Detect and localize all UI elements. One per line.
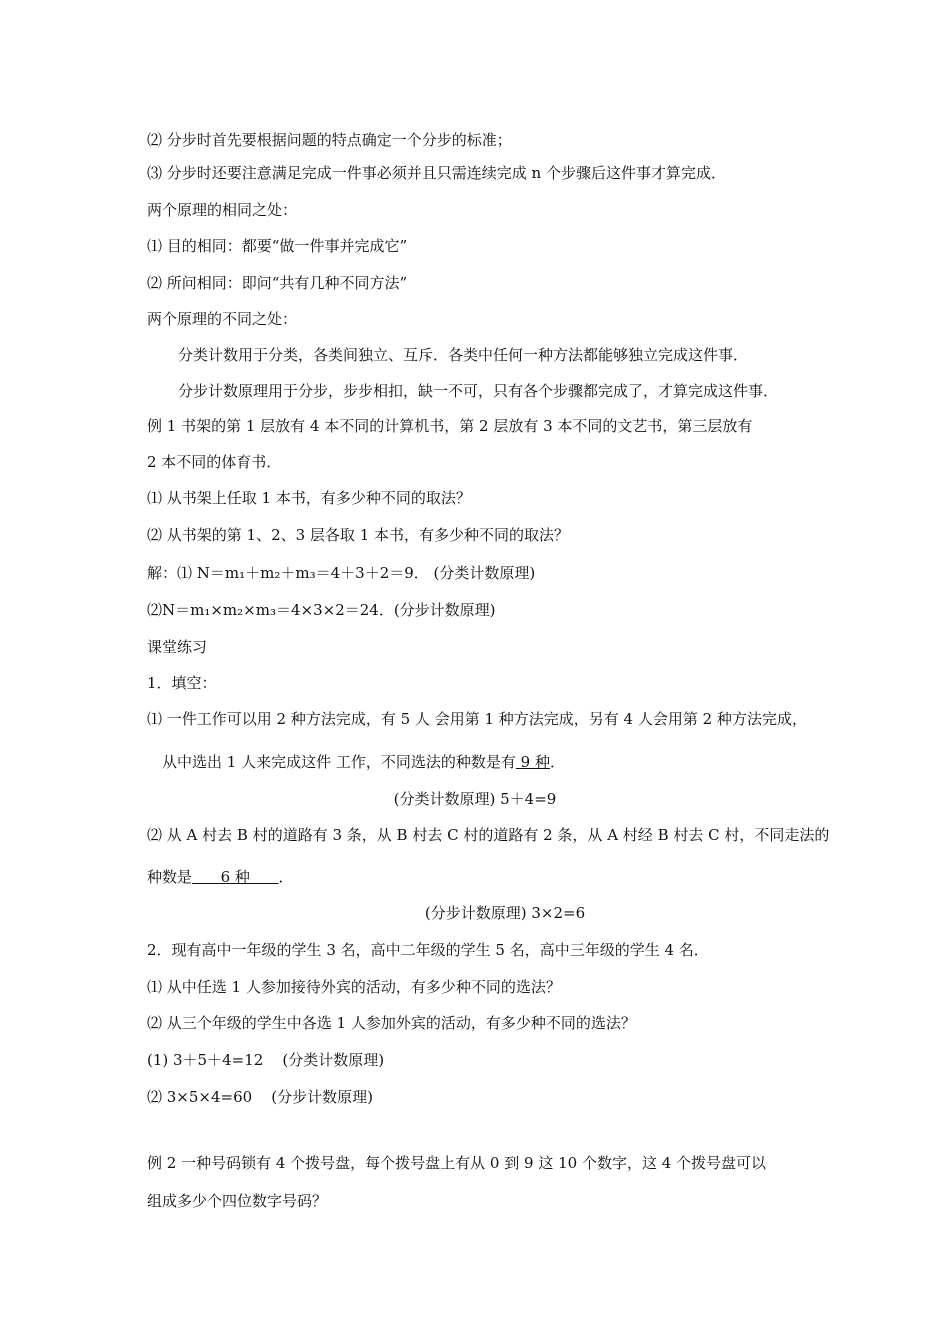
text-line: ⑵ 从三个年级的学生中各选 1 人参加外宾的活动，有多少种不同的选法？	[147, 1014, 636, 1032]
punctuation: ．	[549, 753, 565, 771]
text-line: 例 1 书架的第 1 层放有 4 本不同的计算机书，第 2 层放有 3 本不同的文艺书，第三层放有	[147, 417, 753, 435]
text-line: ⑴ 从中任选 1 人参加接待外宾的活动，有多少种不同的选法？	[147, 978, 561, 996]
text-line: 分步计数原理用于分步，步步相扣，缺一不可，只有各个步骤都完成了，才算完成这件事．	[178, 382, 779, 400]
text-line: ⑵ 所问相同：即问“共有几种不同方法”	[147, 274, 408, 292]
text-line: 1．填空：	[147, 674, 217, 692]
text-line: ⑵ 分步时首先要根据问题的特点确定一个分步的标准；	[147, 131, 512, 149]
text-line: ⑵ 从 A 村去 B 村的道路有 3 条，从 B 村去 C 村的道路有 2 条，从 A 村经 B 村去 C 村，不同走法的	[147, 826, 830, 844]
centered-note: (分类计数原理) 5＋4=9	[393, 790, 557, 808]
text-line: ⑵ 3×5×4=60 (分步计数原理)	[147, 1088, 373, 1106]
text-line: (1) 3＋5＋4=12 (分类计数原理)	[147, 1051, 385, 1069]
text-line	[147, 867, 294, 887]
text-line: 解：⑴ N＝m₁＋m₂＋m₃＝4＋3＋2＝9． (分类计数原理)	[147, 564, 536, 582]
text-line: ⑶ 分步时还要注意满足完成一件事必须并且只需连续完成 n 个步骤后这件事才算完成．	[147, 164, 726, 182]
text-line: ⑴ 从书架上任取 1 本书，有多少种不同的取法？	[147, 489, 471, 507]
text-line: 两个原理的相同之处：	[147, 201, 298, 219]
text-line: 两个原理的不同之处：	[147, 310, 298, 328]
text-line: ⑵ 从书架的第 1、2、3 层各取 1 本书，有多少种不同的取法？	[147, 526, 570, 544]
text-line: 例 2 一种号码锁有 4 个拨号盘，每个拨号盘上有从 0 到 9 这 10 个数字，这 4 个拨号盘可以	[147, 1154, 767, 1172]
text-line: ⑴ 一件工作可以用 2 种方法完成，有 5 人 会用第 1 种方法完成，另有 4 人会用第 2 种方法完成，	[147, 710, 807, 728]
section-heading: 课堂练习	[147, 638, 208, 656]
text-line: 2 本不同的体育书．	[147, 453, 282, 471]
text-line: 组成多少个四位数字号码？	[147, 1192, 328, 1210]
answer-blank: 9 种	[515, 753, 550, 771]
question-text: 从中选出 1 人来完成这件 工作，不同选法的种数是有	[162, 753, 516, 771]
centered-note: (分步计数原理) 3×2=6	[424, 904, 586, 922]
text-line: 2．现有高中一年级的学生 3 名，高中二年级的学生 5 名，高中三年级的学生 4 名．	[147, 941, 709, 959]
text-line: ⑵N＝m₁×m₂×m₃＝4×3×2＝24．(分步计数原理)	[147, 601, 496, 619]
question-text: 种数是	[147, 868, 193, 886]
text-line: ⑴ 目的相同：都要“做一件事并完成它”	[147, 237, 408, 255]
text-line: 分类计数用于分类，各类间独立、互斥．各类中任何一种方法都能够独立完成这件事．	[178, 346, 749, 364]
answer-blank: 6 种	[192, 868, 279, 886]
text-line	[162, 752, 565, 772]
punctuation: ．	[278, 868, 294, 886]
